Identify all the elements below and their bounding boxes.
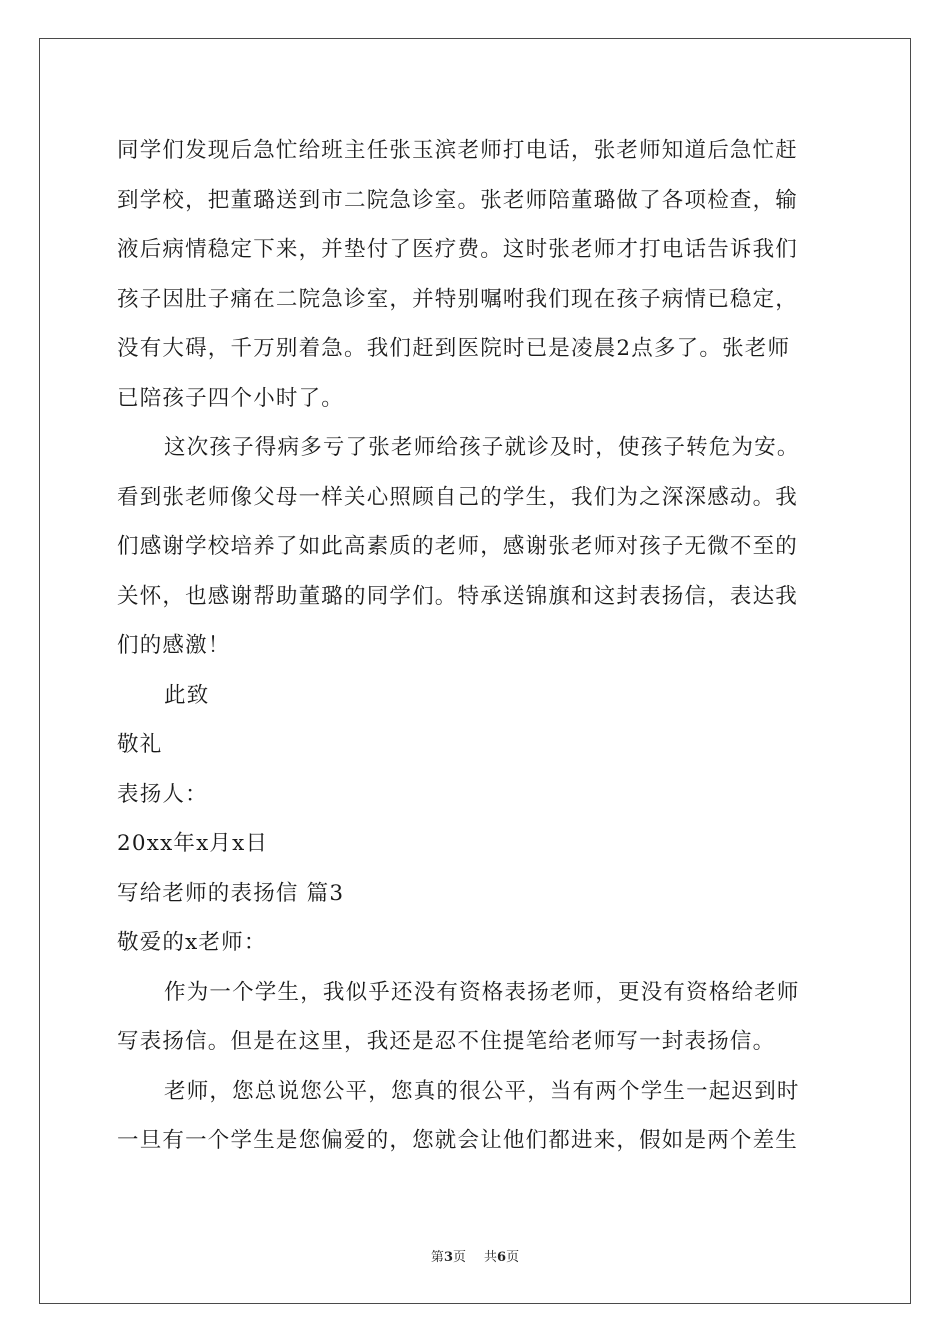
paragraph-line: 同学们发现后急忙给班主任张玉滨老师打电话，张老师知道后急忙赶 <box>117 138 799 163</box>
page-prefix: 第 <box>430 1250 444 1265</box>
page-footer <box>0 1246 950 1265</box>
paragraph-line: 一旦有一个学生是您偏爱的，您就会让他们都进来，假如是两个差生 <box>117 1128 799 1153</box>
letter-date: 20xx年x月x日 <box>117 831 269 856</box>
total-suffix: 页 <box>506 1250 520 1265</box>
paragraph-line: 们感谢学校培养了如此高素质的老师，感谢张老师对孩子无微不至的 <box>117 534 799 559</box>
paragraph-line: 已陪孩子四个小时了。 <box>117 385 345 411</box>
paragraph-line: 作为一个学生，我似乎还没有资格表扬老师，更没有资格给老师 <box>164 979 800 1005</box>
letter-greeting: 敬爱的x老师： <box>117 930 267 955</box>
paragraph-line: 没有大碍，千万别着急。我们赶到医院时已是凌晨2点多了。张老师 <box>117 336 791 361</box>
paragraph-line: 写表扬信。但是在这里，我还是忍不住提笔给老师写一封表扬信。 <box>117 1029 776 1054</box>
paragraph-line: 们的感激！ <box>117 633 231 658</box>
page-suffix: 页 <box>452 1250 466 1265</box>
paragraph-line: 孩子因肚子痛在二院急诊室，并特别嘱咐我们现在孩子病情已稳定， <box>117 286 799 312</box>
paragraph-line: 看到张老师像父母一样关心照顾自己的学生，我们为之深深感动。我 <box>117 484 799 510</box>
paragraph-line: 老师，您总说您公平，您真的很公平，当有两个学生一起迟到时 <box>164 1078 800 1104</box>
page-number: 3 <box>443 1250 453 1265</box>
closing-regards: 敬礼 <box>117 732 163 757</box>
section-heading: 写给老师的表扬信 篇3 <box>117 880 345 906</box>
closing-salutation: 此致 <box>164 682 210 708</box>
signature-label: 表扬人： <box>117 781 208 807</box>
total-prefix: 共 <box>484 1250 498 1265</box>
paragraph-line: 到学校，把董璐送到市二院急诊室。张老师陪董璐做了各项检查，输 <box>117 187 799 213</box>
paragraph-line: 关怀，也感谢帮助董璐的同学们。特承送锦旗和这封表扬信，表达我 <box>117 583 799 609</box>
total-pages: 6 <box>497 1250 507 1265</box>
paragraph-line: 这次孩子得病多亏了张老师给孩子就诊及时，使孩子转危为安。 <box>164 435 800 460</box>
letter-body <box>117 126 837 1166</box>
paragraph-line: 液后病情稳定下来，并垫付了医疗费。这时张老师才打电话告诉我们 <box>117 237 799 262</box>
